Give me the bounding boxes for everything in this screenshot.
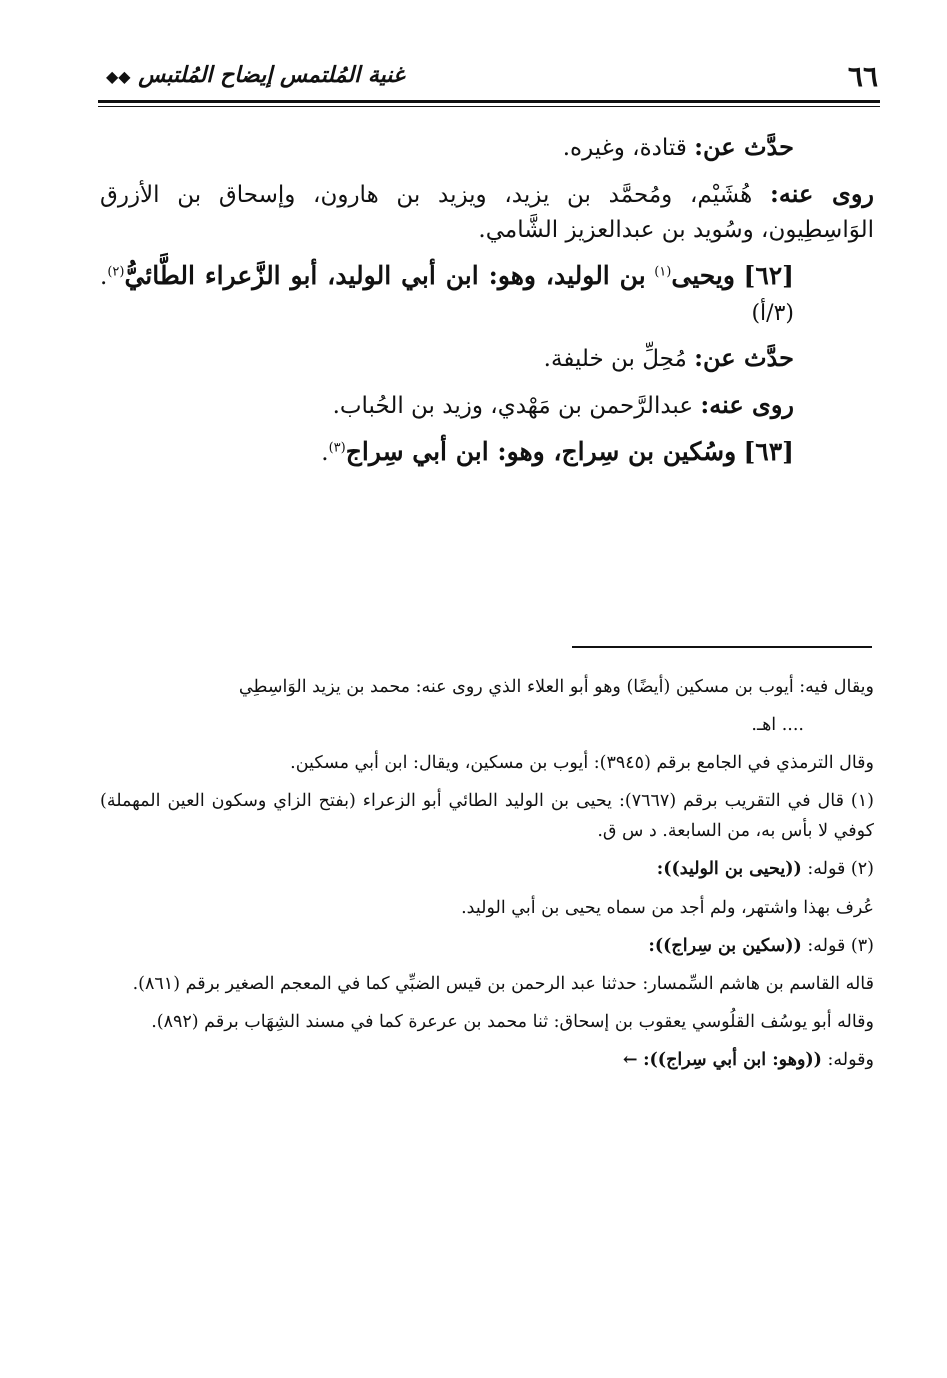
- entry-62-number: [٦٢]: [743, 260, 795, 290]
- entry-62-narrated-from-text: مُحِلِّ بن خليفة.: [543, 346, 687, 373]
- header-rule-thick: [98, 100, 880, 103]
- footnote-3-text-b: وقاله أبو يوسُف القلُوسي يعقوب بن إسحاق: ثنا محمد بن عرعرة كما في مسند الشِهَاب برقم (٨٩٢).: [151, 1011, 874, 1032]
- entry-62-narrated-from-label: حدَّث عن:: [694, 343, 794, 373]
- footnote-3-heading: [100, 931, 874, 961]
- footnote-3-continued-prefix: وقوله:: [827, 1049, 874, 1070]
- footnote-separator: [572, 646, 872, 648]
- footnote-2-text: عُرف بهذا واشتهر، ولم أجد من سماه يحيى بن أبي الوليد.: [461, 897, 874, 918]
- entry-62-narrated-by-label: روى عنه:: [700, 389, 794, 419]
- diamond-ornament-icon: ◆◆: [106, 67, 131, 86]
- running-title: [106, 62, 404, 88]
- entry-62: [100, 257, 874, 331]
- footnote-line: وقال الترمذي في الجامع برقم (٣٩٤٥): أيوب بن مسكين، ويقال: ابن أبي مسكين.: [290, 753, 874, 774]
- narrated-by-label: روى عنه:: [770, 178, 875, 208]
- footnotes: [100, 672, 874, 1083]
- entry-63-number: [٦٣]: [743, 436, 794, 466]
- running-title-text: غنية المُلتمس إيضاح المُلتبس: [138, 62, 405, 88]
- footnote-line: .... اهـ.: [751, 715, 804, 736]
- footnote-ref-1: (١): [654, 264, 672, 280]
- footnote-ref-2: (٢): [107, 264, 125, 280]
- entry-62-narrated-by-line: [100, 386, 874, 425]
- footnote-1: (١) قال في التقريب برقم (٧٦٦٧): يحيى بن الوليد الطائي أبو الزعراء (بفتح الزاي وسكون العين المهملة) كوفي لا بأس به، من السابعة. د س ق.: [100, 791, 874, 842]
- footnote-2-quote: ((يحيى بن الوليد)):: [656, 859, 802, 880]
- main-text: [100, 128, 874, 479]
- narrated-by-text: هُشَيْم، ومُحمَّد بن يزيد، ويزيد بن هارون، وإسحاق بن الأزرق الوَاسِطِيون، وسُويد بن عبدالعزيز الشَّامي.: [100, 181, 874, 244]
- page-header: [98, 58, 878, 94]
- entry-63-text: وسُكين بن سِراج، وهو: ابن أبي سِراج: [345, 436, 737, 466]
- narrated-from-line: [100, 128, 874, 167]
- narrated-from-label: حدَّث عن:: [694, 132, 794, 161]
- entry-63: [100, 433, 874, 472]
- narrated-from-text: قتادة، وغيره.: [562, 135, 687, 161]
- narrated-by-line: [100, 175, 874, 249]
- manuscript-page-ref: (٣/أ): [751, 300, 794, 326]
- footnote-line: ويقال فيه: أيوب بن مسكين (أيضًا) وهو أبو العلاء الذي روى عنه: محمد بن يزيد الوَاسِطِي: [238, 677, 874, 697]
- entry-62-text: بن الوليد، وهو: ابن أبي الوليد، أبو الزَّعراء الطَّائيُّ: [124, 260, 646, 290]
- footnote-2-heading: [100, 854, 874, 884]
- continued-arrow-icon: ←: [622, 1049, 638, 1070]
- footnote-3-text-a: قاله القاسم بن هاشم السِّمسار: حدثنا عبد الرحمن بن قيس الضبِّي كما في المعجم الصغير برقم (٨٦١).: [132, 973, 874, 994]
- entry-62-narrated-from-line: [100, 339, 874, 378]
- entry-62-end: .: [100, 263, 108, 290]
- footnote-3-quote: ((سكين بن سِراج)):: [648, 935, 802, 956]
- footnote-3-continued: [100, 1045, 874, 1075]
- entry-63-end: .: [321, 439, 329, 466]
- entry-62-name: ويحيى: [671, 260, 735, 290]
- footnote-3-prefix: (٣) قوله:: [807, 935, 874, 956]
- footnote-ref-3: (٣): [328, 439, 346, 455]
- footnote-3-continued-quote: ((وهو: ابن أبي سِراج)):: [643, 1049, 822, 1070]
- footnote-2-prefix: (٢) قوله:: [807, 859, 874, 880]
- page-number: ٦٦: [847, 60, 878, 93]
- entry-62-narrated-by-text: عبدالرَّحمن بن مَهْدي، وزيد بن الحُباب.: [332, 392, 694, 419]
- header-rule-thin: [98, 106, 880, 107]
